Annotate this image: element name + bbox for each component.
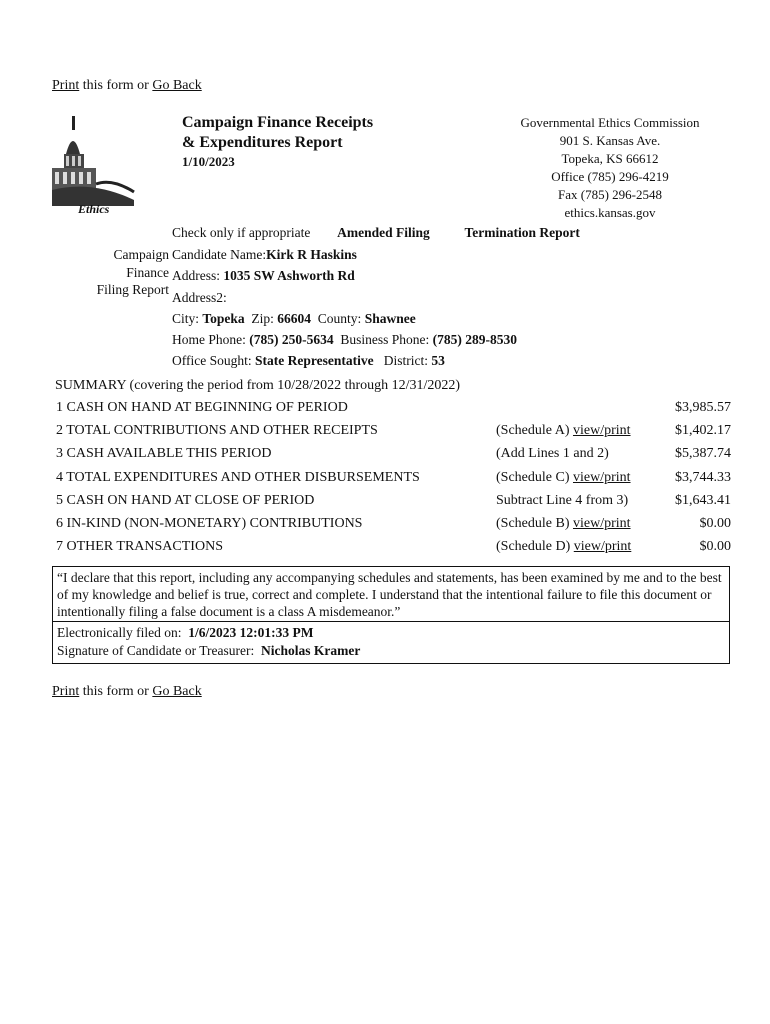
go-back-link-bottom[interactable]: Go Back: [152, 684, 202, 699]
amended-filing-label: Amended Filing: [337, 225, 430, 240]
commission-website: ethics.kansas.gov: [564, 205, 656, 220]
termination-report-label: Termination Report: [464, 225, 580, 240]
summary-row-amount: $1,643.41: [675, 492, 731, 508]
filed-on-row: Electronically filed on: 1/6/2023 12:01:33 PM: [57, 625, 314, 640]
schedule-text: (Schedule A): [496, 423, 573, 439]
kansas-capitol-logo-icon: [52, 114, 136, 214]
go-back-link[interactable]: Go Back: [152, 78, 202, 93]
summary-row-label: 7 OTHER TRANSACTIONS: [56, 539, 223, 555]
summary-row-schedule: [496, 493, 628, 509]
summary-row: [56, 516, 731, 539]
commission-street: 901 S. Kansas Ave.: [559, 133, 661, 148]
summary-row-label: 3 CASH AVAILABLE THIS PERIOD: [56, 446, 272, 462]
schedule-text: (Schedule C): [496, 469, 573, 485]
check-prompt: Check only if appropriate: [172, 225, 311, 240]
side-label-filing-report: Filing Report: [96, 282, 169, 297]
view-print-link[interactable]: view/print: [572, 516, 631, 531]
summary-row-schedule: [496, 470, 631, 486]
view-print-link[interactable]: view/print: [572, 469, 631, 485]
home-phone: (785) 250-5634: [249, 332, 334, 347]
check-row: [172, 225, 580, 241]
signature-row: Signature of Candidate or Treasurer: Nicholas Kramer: [57, 643, 361, 658]
summary-row: [56, 470, 731, 493]
candidate-name: Kirk R Haskins: [266, 247, 357, 262]
summary-row-schedule: [496, 539, 631, 555]
summary-row-amount: $1,402.17: [675, 423, 731, 439]
district: 53: [431, 353, 445, 368]
side-label-finance: Finance: [126, 265, 169, 280]
schedule-text: Subtract Line 4 from 3): [496, 492, 629, 508]
filed-on-value: 1/6/2023 12:01:33 PM: [188, 625, 314, 640]
summary-row-schedule: [496, 516, 631, 532]
summary-row-label: 5 CASH ON HAND AT CLOSE OF PERIOD: [56, 492, 315, 508]
report-title-line1: Campaign Finance Receipts: [182, 114, 374, 131]
commission-fax: Fax (785) 296-2548: [558, 187, 662, 202]
summary-row: [56, 493, 731, 516]
commission-name: Governmental Ethics Commission: [520, 115, 700, 130]
office-row: Office Sought: State Representative District: 53: [172, 353, 445, 368]
print-link-bottom[interactable]: Print: [52, 684, 80, 699]
address2-row: Address2:: [172, 290, 227, 305]
filing-box: [52, 622, 730, 664]
candidate-zip: 66604: [277, 311, 312, 326]
schedule-text: (Schedule D): [496, 539, 574, 555]
candidate-county: Shawnee: [364, 311, 416, 326]
summary-heading: SUMMARY (covering the period from 10/28/2022 through 12/31/2022): [55, 378, 461, 393]
office-sought: State Representative: [255, 353, 374, 368]
print-link[interactable]: Print: [52, 78, 80, 93]
commission-office-phone: Office (785) 296-4219: [551, 169, 669, 184]
summary-row-amount: $5,387.74: [675, 446, 731, 462]
business-phone: (785) 289-8530: [432, 332, 518, 347]
city-row: City: Topeka Zip: 66604 County: Shawnee: [172, 311, 416, 326]
summary-row: [56, 446, 731, 469]
signature-value: Nicholas Kramer: [260, 643, 361, 658]
summary-row-label: 4 TOTAL EXPENDITURES AND OTHER DISBURSEMENTS: [56, 469, 420, 485]
candidate-city: Topeka: [202, 311, 245, 326]
nav-top: [52, 78, 202, 94]
summary-row-label: 2 TOTAL CONTRIBUTIONS AND OTHER RECEIPTS: [56, 423, 378, 439]
summary-row: [56, 400, 731, 423]
view-print-link[interactable]: view/print: [573, 539, 632, 555]
schedule-text: (Schedule B): [496, 516, 573, 531]
svg-text:Ethics: Ethics: [78, 202, 110, 214]
commission-address: [470, 114, 750, 222]
summary-row-amount: $0.00: [699, 516, 731, 531]
summary-row: [56, 539, 731, 562]
candidate-address: 1035 SW Ashworth Rd: [223, 268, 355, 283]
summary-row-label: 6 IN-KIND (NON-MONETARY) CONTRIBUTIONS: [56, 516, 363, 531]
summary-row-label: 1 CASH ON HAND AT BEGINNING OF PERIOD: [56, 400, 348, 415]
summary-row-amount: $3,744.33: [675, 469, 731, 485]
summary-row-amount: $0.00: [699, 539, 731, 555]
view-print-link[interactable]: view/print: [572, 423, 631, 439]
report-date: 1/10/2023: [182, 154, 235, 169]
candidate-name-row: Candidate Name:Kirk R Haskins: [172, 247, 357, 262]
schedule-text: (Add Lines 1 and 2): [496, 446, 609, 462]
side-label-campaign: Campaign: [113, 247, 169, 262]
phone-row: Home Phone: (785) 250-5634 Business Phone: (785) 289-8530: [172, 332, 518, 347]
summary-row-amount: $3,985.57: [675, 400, 731, 415]
commission-city: Topeka, KS 66612: [561, 151, 659, 166]
summary-row-schedule: [496, 423, 631, 439]
summary-row: [56, 423, 731, 446]
address-row: Address: 1035 SW Ashworth Rd: [172, 268, 355, 283]
nav-bottom: [52, 684, 202, 700]
report-title-line2: & Expenditures Report: [182, 134, 343, 151]
summary-row-schedule: [496, 446, 609, 462]
declaration-box: “I declare that this report, including any accompanying schedules and statements, has been examined by me and to the best of my knowledge and belief is true, correct and complete. I understand that the intentional failure to file this document or intentionally filing a false document is a class A misdemeanor.”: [52, 566, 730, 622]
nav-text: this form or: [79, 78, 153, 93]
nav-text-bottom: this form or: [79, 684, 153, 699]
